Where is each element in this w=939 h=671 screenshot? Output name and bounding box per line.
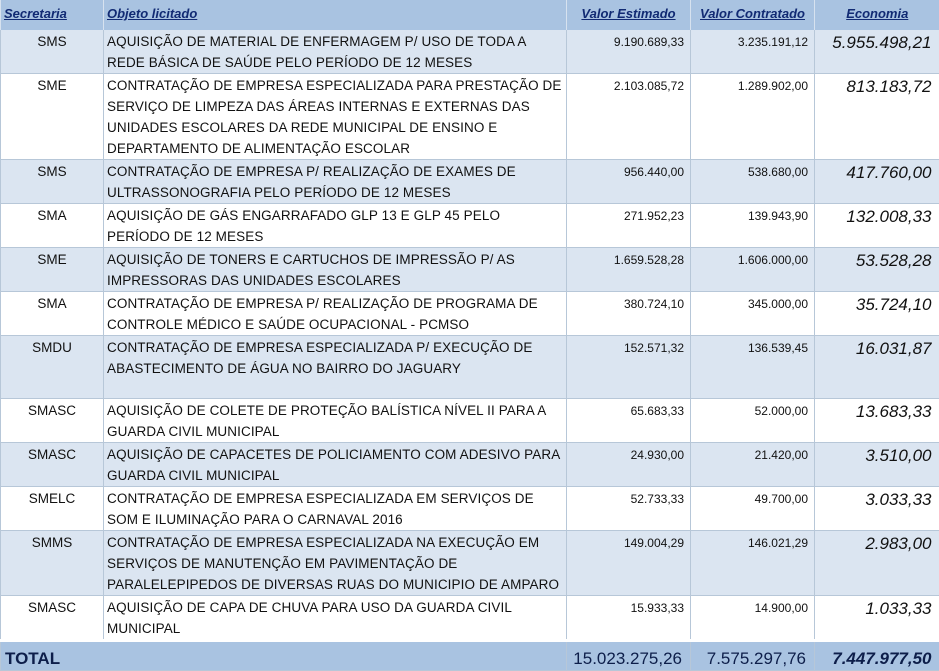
- cell-valor-contratado[interactable]: 146.021,29: [691, 531, 815, 596]
- header-valor-estimado: Valor Estimado: [567, 0, 691, 30]
- cell-valor-estimado[interactable]: 65.683,33: [567, 399, 691, 443]
- cell-objeto[interactable]: CONTRATAÇÃO DE EMPRESA ESPECIALIZADA EM SERVIÇOS DE SOM E ILUMINAÇÃO PARA O CARNAVAL 2016: [104, 487, 567, 531]
- cell-secretaria[interactable]: SMELC: [1, 487, 104, 531]
- header-valor-contratado: Valor Contratado: [691, 0, 815, 30]
- table-row: [1, 399, 939, 443]
- cell-secretaria[interactable]: SMASC: [1, 596, 104, 641]
- cell-valor-contratado[interactable]: 1.606.000,00: [691, 248, 815, 292]
- cell-economia[interactable]: 5.955.498,21: [815, 30, 939, 74]
- cell-valor-contratado[interactable]: 345.000,00: [691, 292, 815, 336]
- cell-economia[interactable]: 417.760,00: [815, 160, 939, 204]
- cell-objeto[interactable]: CONTRATAÇÃO DE EMPRESA P/ REALIZAÇÃO DE PROGRAMA DE CONTROLE MÉDICO E SAÚDE OCUPACIONAL - PCMSO: [104, 292, 567, 336]
- cell-secretaria[interactable]: SME: [1, 74, 104, 160]
- cell-economia[interactable]: 2.983,00: [815, 531, 939, 596]
- cell-economia[interactable]: 3.510,00: [815, 443, 939, 487]
- total-valor-estimado[interactable]: 15.023.275,26: [567, 641, 691, 671]
- cell-valor-estimado[interactable]: 15.933,33: [567, 596, 691, 641]
- cell-secretaria[interactable]: SMASC: [1, 399, 104, 443]
- total-valor-contratado[interactable]: 7.575.297,76: [691, 641, 815, 671]
- cell-objeto[interactable]: CONTRATAÇÃO DE EMPRESA ESPECIALIZADA P/ EXECUÇÃO DE ABASTECIMENTO DE ÁGUA NO BAIRRO DO JAGUARY: [104, 336, 567, 399]
- cell-valor-contratado[interactable]: 52.000,00: [691, 399, 815, 443]
- cell-secretaria[interactable]: SMDU: [1, 336, 104, 399]
- header-secretaria: Secretaria: [1, 0, 104, 30]
- cell-valor-contratado[interactable]: 1.289.902,00: [691, 74, 815, 160]
- cell-economia[interactable]: 813.183,72: [815, 74, 939, 160]
- table-row: [1, 74, 939, 160]
- cell-valor-estimado[interactable]: 24.930,00: [567, 443, 691, 487]
- cell-valor-contratado[interactable]: 14.900,00: [691, 596, 815, 641]
- cell-valor-estimado[interactable]: 271.952,23: [567, 204, 691, 248]
- cell-valor-estimado[interactable]: 380.724,10: [567, 292, 691, 336]
- cell-valor-contratado[interactable]: 21.420,00: [691, 443, 815, 487]
- cell-objeto[interactable]: AQUISIÇÃO DE GÁS ENGARRAFADO GLP 13 E GLP 45 PELO PERÍODO DE 12 MESES: [104, 204, 567, 248]
- cell-valor-estimado[interactable]: 9.190.689,33: [567, 30, 691, 74]
- cell-valor-estimado[interactable]: 2.103.085,72: [567, 74, 691, 160]
- cell-secretaria[interactable]: SMASC: [1, 443, 104, 487]
- cell-objeto[interactable]: CONTRATAÇÃO DE EMPRESA ESPECIALIZADA PARA PRESTAÇÃO DE SERVIÇO DE LIMPEZA DAS ÁREAS INTERNAS E EXTERNAS DAS UNIDADES ESCOLARES DA REDE MUNICIPAL DE ENSINO E DEPARTAMENTO DE ALIMENTAÇÃO ESCOLAR: [104, 74, 567, 160]
- table-row: [1, 336, 939, 399]
- cell-valor-estimado[interactable]: 1.659.528,28: [567, 248, 691, 292]
- table-row: [1, 204, 939, 248]
- table-row: [1, 30, 939, 74]
- cell-objeto[interactable]: AQUISIÇÃO DE CAPA DE CHUVA PARA USO DA GUARDA CIVIL MUNICIPAL: [104, 596, 567, 641]
- cell-objeto[interactable]: AQUISIÇÃO DE CAPACETES DE POLICIAMENTO COM ADESIVO PARA GUARDA CIVIL MUNICIPAL: [104, 443, 567, 487]
- cell-valor-contratado[interactable]: 49.700,00: [691, 487, 815, 531]
- table-row: [1, 292, 939, 336]
- cell-secretaria[interactable]: SMA: [1, 204, 104, 248]
- table-row: [1, 487, 939, 531]
- cell-economia[interactable]: 13.683,33: [815, 399, 939, 443]
- cell-secretaria[interactable]: SMS: [1, 30, 104, 74]
- table-row: [1, 443, 939, 487]
- total-economia[interactable]: 7.447.977,50: [815, 641, 939, 671]
- cell-economia[interactable]: 16.031,87: [815, 336, 939, 399]
- cell-valor-contratado[interactable]: 136.539,45: [691, 336, 815, 399]
- cell-economia[interactable]: 53.528,28: [815, 248, 939, 292]
- cell-valor-estimado[interactable]: 956.440,00: [567, 160, 691, 204]
- cell-objeto[interactable]: AQUISIÇÃO DE COLETE DE PROTEÇÃO BALÍSTICA NÍVEL II PARA A GUARDA CIVIL MUNICIPAL: [104, 399, 567, 443]
- cell-secretaria[interactable]: SMMS: [1, 531, 104, 596]
- cell-valor-contratado[interactable]: 538.680,00: [691, 160, 815, 204]
- cell-objeto[interactable]: CONTRATAÇÃO DE EMPRESA ESPECIALIZADA NA EXECUÇÃO EM SERVIÇOS DE MANUTENÇÃO EM PAVIMENTAÇÃO DE PARALELEPIPEDOS DE DIVERSAS RUAS DO MUNICIPIO DE AMPARO: [104, 531, 567, 596]
- cell-valor-estimado[interactable]: 149.004,29: [567, 531, 691, 596]
- total-row: [1, 641, 939, 671]
- table-row: [1, 531, 939, 596]
- cell-objeto[interactable]: CONTRATAÇÃO DE EMPRESA P/ REALIZAÇÃO DE EXAMES DE ULTRASSONOGRAFIA PELO PERÍODO DE 12 MESES: [104, 160, 567, 204]
- cell-economia[interactable]: 132.008,33: [815, 204, 939, 248]
- cell-valor-estimado[interactable]: 152.571,32: [567, 336, 691, 399]
- cell-valor-contratado[interactable]: 3.235.191,12: [691, 30, 815, 74]
- table-row: [1, 248, 939, 292]
- header-objeto: Objeto licitado: [104, 0, 567, 30]
- cell-economia[interactable]: 3.033,33: [815, 487, 939, 531]
- table-row: [1, 160, 939, 204]
- cell-secretaria[interactable]: SMS: [1, 160, 104, 204]
- cell-secretaria[interactable]: SME: [1, 248, 104, 292]
- table-row: [1, 596, 939, 641]
- cell-secretaria[interactable]: SMA: [1, 292, 104, 336]
- cell-objeto[interactable]: AQUISIÇÃO DE TONERS E CARTUCHOS DE IMPRESSÃO P/ AS IMPRESSORAS DAS UNIDADES ESCOLARES: [104, 248, 567, 292]
- header-row: [1, 0, 939, 30]
- total-label[interactable]: TOTAL: [1, 641, 567, 671]
- cell-economia[interactable]: 1.033,33: [815, 596, 939, 641]
- cell-valor-estimado[interactable]: 52.733,33: [567, 487, 691, 531]
- header-economia: Economia: [815, 0, 939, 30]
- cell-economia[interactable]: 35.724,10: [815, 292, 939, 336]
- cell-valor-contratado[interactable]: 139.943,90: [691, 204, 815, 248]
- cell-objeto[interactable]: AQUISIÇÃO DE MATERIAL DE ENFERMAGEM P/ USO DE TODA A REDE BÁSICA DE SAÚDE PELO PERÍODO DE 12 MESES: [104, 30, 567, 74]
